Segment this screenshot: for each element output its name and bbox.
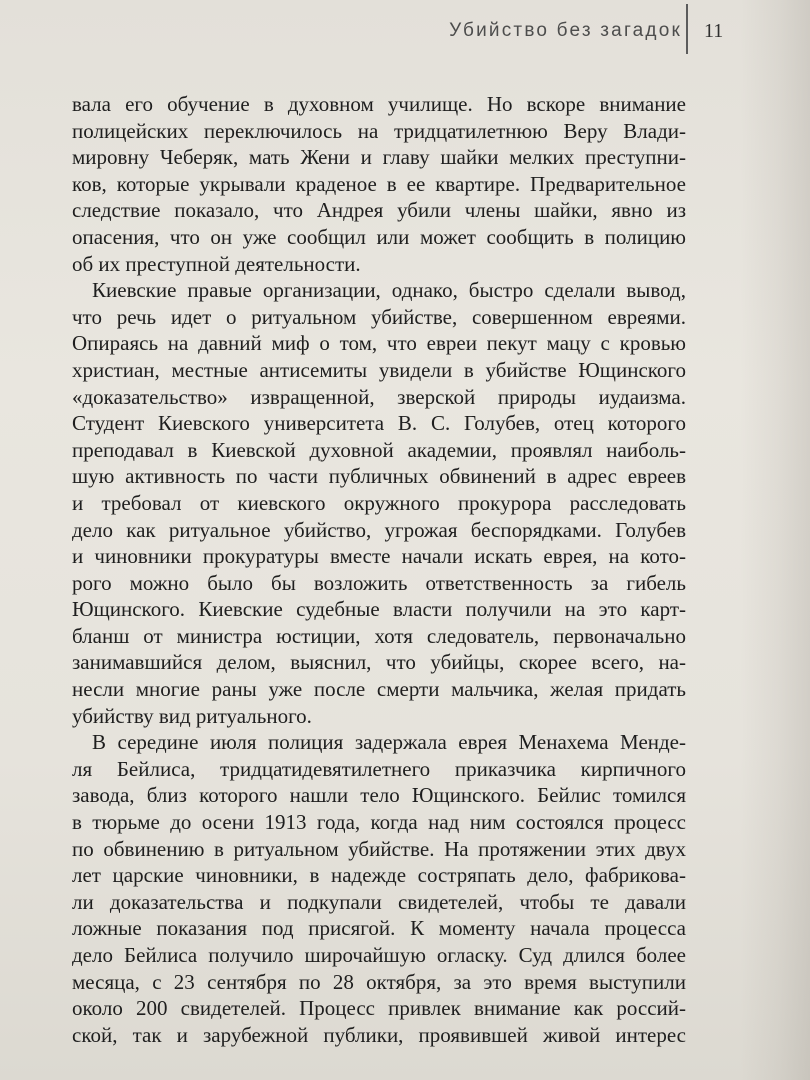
text-line: ли доказательства и подкупали свидетелей, чтобы те давали xyxy=(72,889,686,914)
text-line: месяца, с 23 сентября по 28 октября, за это время выступили xyxy=(72,969,686,994)
text-line: в тюрьме до осени 1913 года, когда над ним состоялся процесс xyxy=(72,810,686,835)
text-line: несли многие раны уже после смерти мальчика, желая придать xyxy=(72,677,686,702)
page-number: 11 xyxy=(704,20,724,42)
text-line: об их преступной деятельности. xyxy=(72,251,361,276)
text-line: рого можно было бы возложить ответственность за гибель xyxy=(72,570,686,595)
text-line: и чиновники прокуратуры вместе начали искать еврея, на кото- xyxy=(72,544,686,569)
text-line: Опираясь на давний миф о том, что евреи пекут мацу с кровью xyxy=(72,331,686,356)
text-line: мировну Чеберяк, мать Жени и главу шайки мелких преступни- xyxy=(72,145,686,170)
text-line: Ющинского. Киевские судебные власти получили на это карт- xyxy=(72,597,686,622)
body-text xyxy=(72,91,686,1048)
text-line: что речь идет о ритуальном убийстве, совершенном евреями. xyxy=(72,304,686,329)
text-line: ложные показания под присягой. К моменту начала процесса xyxy=(72,916,686,941)
text-line: дело Бейлиса получило широчайшую огласку. Суд длился более xyxy=(72,943,686,967)
text-line: лет царские чиновники, в надежде состряпать дело, фабрикова- xyxy=(72,863,686,888)
text-line: дело как ритуальное убийство, угрожая беспорядками. Голубев xyxy=(72,517,686,542)
text-line: полицейских переключилось на тридцатилетнюю Веру Влади- xyxy=(72,118,686,143)
text-line: ля Бейлиса, тридцатидевятилетнего приказчика кирпичного xyxy=(72,756,686,781)
text-line: и требовал от киевского окружного прокурора расследовать xyxy=(72,490,686,515)
text-line: ков, которые укрывали краденое в ее квартире. Предварительное xyxy=(72,171,686,196)
text-line: занимавшийся делом, выяснил, что убийцы, скорее всего, на- xyxy=(72,650,686,675)
text-line: ской, так и зарубежной публики, проявившей живой интерес xyxy=(72,1022,686,1047)
text-line: христиан, местные антисемиты увидели в убийстве Ющинского xyxy=(72,357,686,382)
text-line: Студент Киевского университета В. С. Голубев, отец которого xyxy=(72,411,686,436)
text-line: опасения, что он уже сообщил или может сообщить в полицию xyxy=(72,224,686,249)
text-line: следствие показало, что Андрея убили члены шайки, явно из xyxy=(72,198,686,223)
text-line: по обвинению в ритуальном убийстве. На протяжении этих двух xyxy=(72,836,686,861)
text-line: шую активность по части публичных обвинений в адрес евреев xyxy=(72,464,686,489)
text-line: «доказательство» извращенной, зверской природы иудаизма. xyxy=(72,384,686,409)
running-title: Убийство без загадок xyxy=(449,20,682,41)
text-line: Киевские правые организации, однако, быстро сделали вывод, xyxy=(92,278,686,303)
text-line: вала его обучение в духовном училище. Но вскоре внимание xyxy=(72,92,686,116)
header-divider xyxy=(686,4,688,54)
page-edge-shadow xyxy=(740,0,810,1080)
text-line: около 200 свидетелей. Процесс привлек внимание как россий- xyxy=(72,996,686,1021)
text-line: В середине июля полиция задержала еврея Менахема Менде- xyxy=(92,730,686,755)
text-line: убийству вид ритуального. xyxy=(72,703,312,728)
text-line: бланш от министра юстиции, хотя следователь, первоначально xyxy=(72,623,686,648)
text-line: преподавал в Киевской духовной академии, проявлял наиболь- xyxy=(72,437,686,462)
text-line: завода, близ которого нашли тело Ющинского. Бейлис томился xyxy=(72,783,686,808)
